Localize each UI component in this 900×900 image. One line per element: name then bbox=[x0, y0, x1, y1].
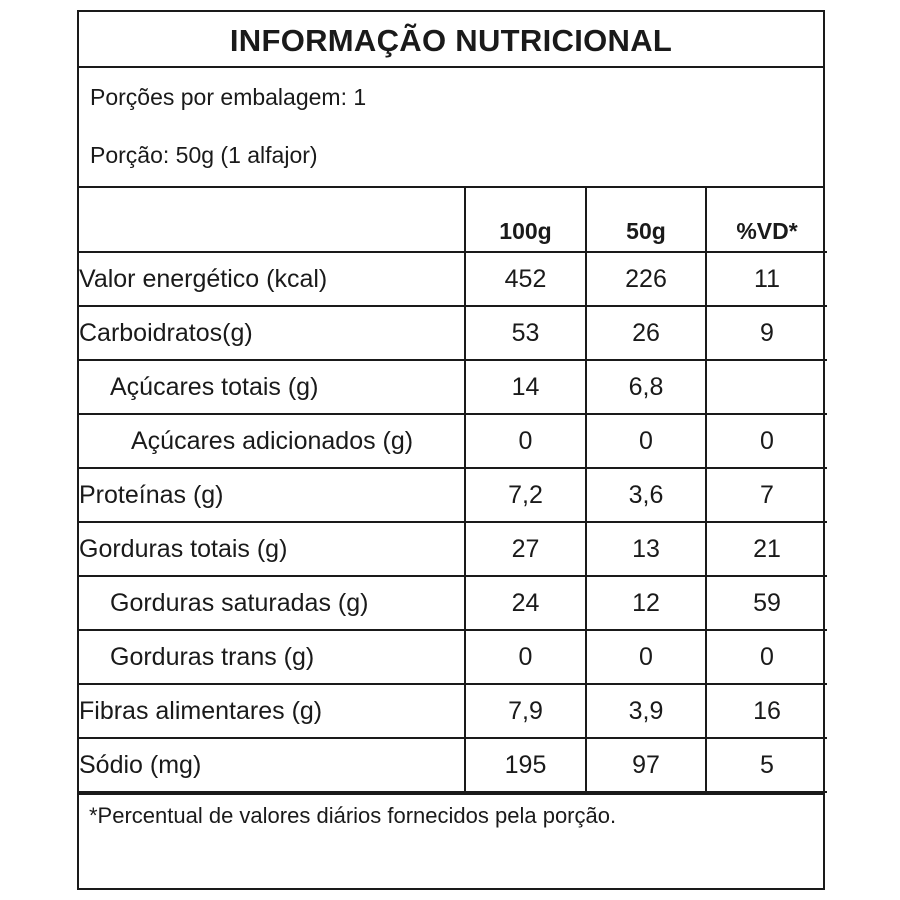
value-per-100g: 27 bbox=[465, 522, 586, 576]
value-daily-percent: 11 bbox=[706, 252, 827, 306]
column-header-100g: 100g bbox=[465, 188, 586, 252]
value-per-50g: 3,9 bbox=[586, 684, 706, 738]
value-per-50g: 0 bbox=[586, 630, 706, 684]
value-daily-percent: 16 bbox=[706, 684, 827, 738]
value-daily-percent: 21 bbox=[706, 522, 827, 576]
value-per-100g: 7,2 bbox=[465, 468, 586, 522]
serving-size: Porção: 50g (1 alfajor) bbox=[90, 142, 318, 168]
nutrient-name: Proteínas (g) bbox=[79, 468, 465, 522]
value-per-50g: 97 bbox=[586, 738, 706, 792]
value-per-100g: 7,9 bbox=[465, 684, 586, 738]
column-header-nutrient bbox=[79, 188, 465, 252]
nutrient-name: Gorduras trans (g) bbox=[79, 630, 465, 684]
value-daily-percent: 0 bbox=[706, 414, 827, 468]
nutrient-name: Valor energético (kcal) bbox=[79, 252, 465, 306]
value-per-100g: 0 bbox=[465, 414, 586, 468]
value-daily-percent: 5 bbox=[706, 738, 827, 792]
value-per-100g: 24 bbox=[465, 576, 586, 630]
column-header-vd: %VD* bbox=[706, 188, 827, 252]
column-header-50g: 50g bbox=[586, 188, 706, 252]
table-row bbox=[79, 360, 827, 414]
table-row bbox=[79, 738, 827, 792]
value-daily-percent: 7 bbox=[706, 468, 827, 522]
table-row bbox=[79, 522, 827, 576]
value-per-100g: 0 bbox=[465, 630, 586, 684]
value-daily-percent: 59 bbox=[706, 576, 827, 630]
label-title: INFORMAÇÃO NUTRICIONAL bbox=[79, 12, 823, 68]
servings-per-package: Porções por embalagem: 1 bbox=[90, 84, 367, 110]
table-header-row bbox=[79, 188, 827, 252]
nutrient-name: Gorduras saturadas (g) bbox=[79, 576, 465, 630]
nutrient-name: Açúcares totais (g) bbox=[79, 360, 465, 414]
value-per-100g: 452 bbox=[465, 252, 586, 306]
value-per-50g: 13 bbox=[586, 522, 706, 576]
footnote: *Percentual de valores diários fornecidos pela porção. bbox=[79, 793, 823, 851]
value-daily-percent: 0 bbox=[706, 630, 827, 684]
value-daily-percent bbox=[706, 360, 827, 414]
nutrient-name: Sódio (mg) bbox=[79, 738, 465, 792]
value-per-50g: 26 bbox=[586, 306, 706, 360]
nutrition-table bbox=[79, 188, 827, 793]
value-per-50g: 3,6 bbox=[586, 468, 706, 522]
table-row bbox=[79, 468, 827, 522]
nutrition-facts-label bbox=[77, 10, 825, 890]
table-row bbox=[79, 306, 827, 360]
nutrient-name: Carboidratos(g) bbox=[79, 306, 465, 360]
value-per-100g: 53 bbox=[465, 306, 586, 360]
serving-info bbox=[79, 68, 823, 188]
table-row bbox=[79, 414, 827, 468]
table-row bbox=[79, 684, 827, 738]
value-per-50g: 6,8 bbox=[586, 360, 706, 414]
table-row bbox=[79, 576, 827, 630]
nutrient-name: Açúcares adicionados (g) bbox=[79, 414, 465, 468]
table-row bbox=[79, 252, 827, 306]
value-per-100g: 195 bbox=[465, 738, 586, 792]
nutrient-name: Fibras alimentares (g) bbox=[79, 684, 465, 738]
value-per-100g: 14 bbox=[465, 360, 586, 414]
value-daily-percent: 9 bbox=[706, 306, 827, 360]
value-per-50g: 226 bbox=[586, 252, 706, 306]
table-row bbox=[79, 630, 827, 684]
value-per-50g: 12 bbox=[586, 576, 706, 630]
value-per-50g: 0 bbox=[586, 414, 706, 468]
nutrient-name: Gorduras totais (g) bbox=[79, 522, 465, 576]
